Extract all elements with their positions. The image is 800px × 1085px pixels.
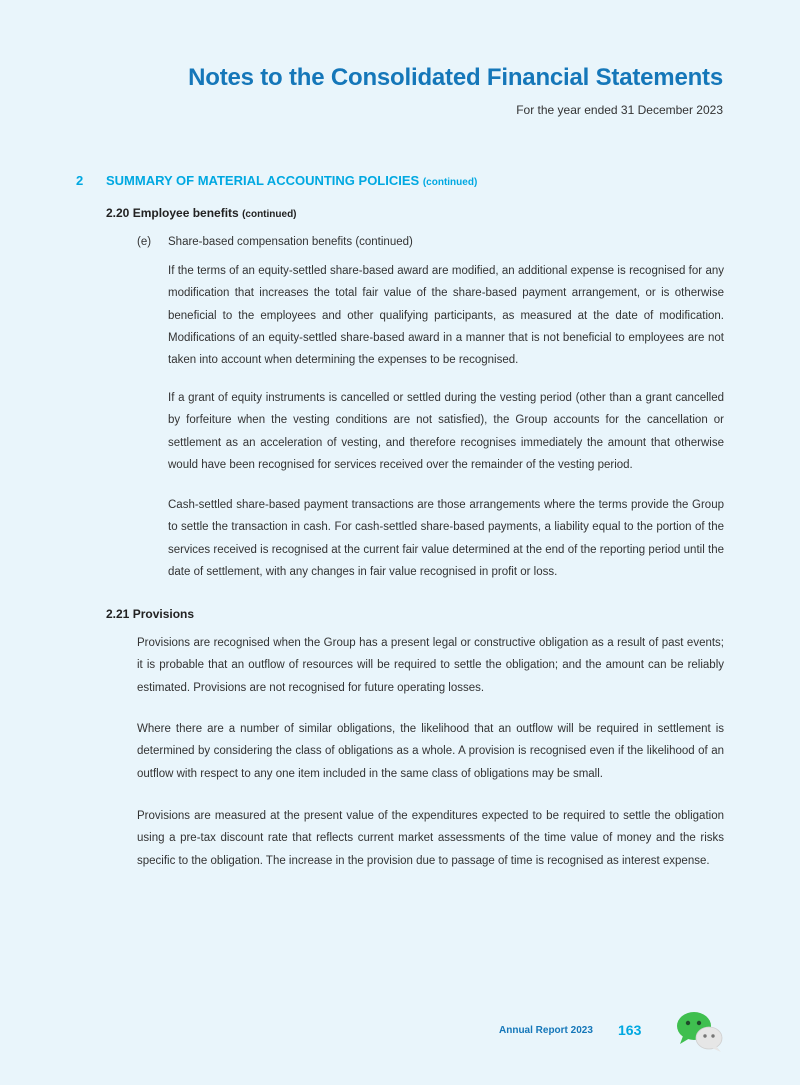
paragraph: Provisions are measured at the present value of the expenditures expected to be required to settle the obligation using a pre-tax discount rate that reflects current market assessments of the time value of money and the risks specific to the obligation. The increase in the provision due to passage of time is recognised as interest expense. bbox=[137, 810, 724, 867]
section-number: 2 bbox=[76, 173, 84, 188]
paragraph: If a grant of equity instruments is cancelled or settled during the vesting period (other than a grant cancelled by forfeiture when the vesting conditions are not satisfied), the Group accounts for the cancellation or settlement as an acceleration of vesting, and therefore recognises immediately the amount that otherwise would have been recognised for services received over the remainder of the vesting period. bbox=[168, 392, 724, 471]
footer-page-number: 163 bbox=[618, 1022, 642, 1038]
section-heading-text: SUMMARY OF MATERIAL ACCOUNTING POLICIES bbox=[106, 173, 420, 188]
page-title: Notes to the Consolidated Financial Statements bbox=[188, 64, 723, 91]
paragraph: If the terms of an equity-settled share-based award are modified, an additional expense is recognised for any modification that increases the total fair value of the share-based payment arrangement, or is otherwise beneficial to the employees and other qualifying participants, as measured at the date of modification. Modifications of an equity-settled share-based award in a manner that is not beneficial to employees are not taken into account when determining the expenses to be recognised. bbox=[168, 265, 724, 367]
paragraph: Cash-settled share-based payment transactions are those arrangements where the terms provide the Group to settle the transaction in cash. For cash-settled share-based payments, a liability equal to the portion of the services received is recognised at the current fair value determined at the end of the reporting period until the date of settlement, with any changes in fair value recognised in profit or loss. bbox=[168, 499, 724, 578]
paragraph: Where there are a number of similar obligations, the likelihood that an outflow will be required in settlement is determined by considering the class of obligations as a whole. A provision is recognised even if the likelihood of an outflow with respect to any one item included in the same class of obligations may be small. bbox=[137, 723, 724, 780]
item-label: (e) bbox=[137, 236, 152, 248]
section-heading bbox=[106, 173, 477, 188]
subsection-heading-2-20 bbox=[106, 206, 297, 220]
page-subtitle: For the year ended 31 December 2023 bbox=[516, 103, 723, 117]
subsection-continued-label: (continued) bbox=[242, 209, 297, 220]
wechat-logo-icon bbox=[674, 1008, 726, 1054]
paragraph: Provisions are recognised when the Group has a present legal or constructive obligation as a result of past events; it is probable that an outflow of resources will be required to settle the obligation; and the amount can be reliably estimated. Provisions are not recognised for future operating losses. bbox=[137, 637, 724, 694]
footer-report-label: Annual Report 2023 bbox=[499, 1025, 593, 1036]
section-continued-label: (continued) bbox=[422, 177, 478, 188]
subsection-heading-2-21: 2.21 Provisions bbox=[106, 607, 195, 621]
subsection-heading-text: 2.20 Employee benefits bbox=[106, 206, 239, 220]
item-title: Share-based compensation benefits (continued) bbox=[168, 236, 413, 248]
